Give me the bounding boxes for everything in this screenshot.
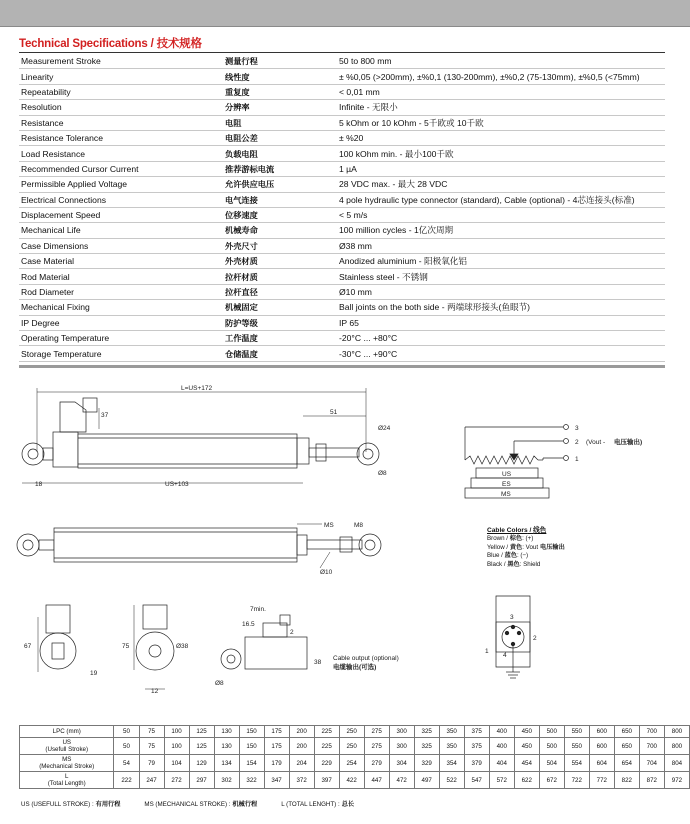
section-title-en: Technical Specifications [19,38,148,50]
spec-table [19,54,665,362]
dim-67: 67 [24,643,32,650]
lpc-cell: 204 [289,755,314,772]
spec-name-cn: 负载电阻 [223,146,337,161]
spec-name-en: Operating Temperature [19,331,223,346]
spec-name-en: Resistance Tolerance [19,130,223,145]
spec-row [19,315,665,330]
side-view-top [22,385,391,488]
spec-row [19,223,665,238]
spec-value: < 5 m/s [337,207,665,222]
lpc-cell: 325 [414,738,439,755]
cable-color-cn: 黄色 [509,543,523,551]
spec-name-en: IP Degree [19,315,223,330]
section-title [19,35,202,51]
lpc-cell: 772 [589,772,614,789]
dim-dia-10: Ø10 [320,569,333,576]
spec-row [19,100,665,115]
lpc-cell: 547 [464,772,489,789]
dim-total-length: L=US+172 [181,385,213,392]
lpc-cell: 325 [414,726,439,738]
spec-name-cn: 重复度 [223,84,337,99]
spec-value: 28 VDC max. - 最大 28 VDC [337,177,665,192]
lpc-cell: 650 [614,738,639,755]
legend-cn: 总长 [341,801,355,808]
cable-color-signal: : (+) [522,535,534,543]
section-title-cn: 技术规格 [156,36,202,50]
schem-us: US [502,471,512,478]
lpc-cell: 175 [264,726,289,738]
lpc-cell: 700 [639,738,664,755]
side-view-bottom [17,522,381,576]
spec-row [19,238,665,253]
lpc-cell: 200 [289,738,314,755]
spec-value: 50 to 800 mm [337,54,665,69]
cable-color-cn: 黑色 [507,560,520,568]
spec-name-cn: 电阻 [223,115,337,130]
cable-color-item: Yellow / 黄色: Vout 电压输出 [487,543,565,551]
cable-color-en: Brown [487,535,505,543]
spec-name-cn: 拉杆直径 [223,284,337,299]
spec-value: Ø38 mm [337,238,665,253]
spec-name-cn: 外壳尺寸 [223,238,337,253]
lpc-cell: 472 [389,772,414,789]
spec-name-en: Mechanical Fixing [19,300,223,315]
spec-name-en: Case Dimensions [19,238,223,253]
lpc-cell: 279 [364,755,389,772]
lpc-cell: 304 [389,755,414,772]
cable-colors [487,527,565,569]
dim-dia-8: Ø8 [378,470,387,477]
lpc-cell: 454 [514,755,539,772]
spec-name-en: Mechanical Life [19,223,223,238]
lpc-cell: 50 [114,726,139,738]
spec-name-en: Storage Temperature [19,346,223,361]
conn-pin-4: 4 [503,652,507,659]
spec-row [19,300,665,315]
lpc-cell: 275 [364,738,389,755]
spec-value: ± %0,05 (>200mm), ±%0,1 (130-200mm), ±%0,2 (75-130mm), ±%0,5 (<75mm) [337,69,665,84]
lpc-cell: 104 [164,755,189,772]
pin-1-label: 1 [575,456,579,463]
lpc-cell: 179 [264,755,289,772]
dim-19: 19 [90,670,98,677]
spec-row [19,161,665,176]
lpc-cell: 175 [264,738,289,755]
spec-row [19,177,665,192]
spec-value: 5 kOhm or 10 kOhm - 5千欧或 10千欧 [337,115,665,130]
lpc-cell: 200 [289,726,314,738]
cable-color-signal: : Vout [522,543,539,551]
lpc-cell: 872 [639,772,664,789]
spec-name-cn: 分辨率 [223,100,337,115]
spec-name-cn: 位移速度 [223,207,337,222]
lpc-cell: 100 [164,726,189,738]
spec-name-cn: 仓储温度 [223,346,337,361]
lpc-cell: 125 [189,726,214,738]
lpc-cell: 75 [139,726,164,738]
lpc-row [20,755,690,772]
spec-value: -30°C ... +90°C [337,346,665,361]
spec-name-en: Rod Diameter [19,284,223,299]
dim-dia-38: Ø38 [176,643,189,650]
dim-12: 12 [151,688,159,695]
lpc-cell: 254 [339,755,364,772]
lpc-row-label: MS (Mechanical Stroke) [20,755,114,772]
spec-row [19,84,665,99]
cable-output-en: Cable output (optional) [333,655,399,662]
pin-2-label: 2 [575,439,579,446]
spec-row [19,69,665,84]
spec-value: 100 kOhm min. - 最小100千欧 [337,146,665,161]
spec-name-cn: 允许供应电压 [223,177,337,192]
legend-en: MS (MECHANICAL STROKE) : [144,801,231,808]
lpc-cell: 447 [364,772,389,789]
lpc-cell: 404 [489,755,514,772]
lpc-cell: 322 [239,772,264,789]
lpc-cell: 375 [464,726,489,738]
lpc-cell: 379 [464,755,489,772]
lpc-cell: 222 [114,772,139,789]
cable-color-signal: : Shield [519,560,541,568]
lpc-cell: 297 [189,772,214,789]
lpc-cell: 450 [514,738,539,755]
cable-color-cn: 棕色 [509,535,523,543]
technical-drawing [0,372,690,722]
lpc-cell: 150 [239,738,264,755]
lpc-cell: 225 [314,738,339,755]
dim-us-103: US+103 [165,481,189,488]
top-banner [0,0,690,27]
section-divider [19,365,665,368]
cable-color-item: Brown / 棕色: (+) [487,535,534,543]
conn-pin-1: 1 [485,648,489,655]
title-underline [19,52,665,53]
dim-75: 75 [122,643,130,650]
spec-row [19,192,665,207]
lpc-cell: 154 [239,755,264,772]
lpc-cell: 500 [539,726,564,738]
lpc-cell: 250 [339,738,364,755]
cable-colors-heading-en: Cable Colors [487,527,528,534]
lpc-row-label: US (Usefull Stroke) [20,738,114,755]
lpc-cell: 250 [339,726,364,738]
spec-name-en: Repeatability [19,84,223,99]
legend-en: US (USEFULL STROKE) : [21,801,94,808]
lpc-row [20,772,690,789]
dim-16-5: 16.5 [242,621,255,628]
schem-es: ES [502,481,511,488]
lpc-cell: 972 [664,772,689,789]
lpc-cell: 275 [364,726,389,738]
spec-name-cn: 防护等级 [223,315,337,330]
dim-2: 2 [290,629,294,636]
cable-color-signal: : (−) [516,552,529,560]
spec-name-en: Measurement Stroke [19,54,223,69]
lpc-cell: 329 [414,755,439,772]
spec-value: Stainless steel - 不锈钢 [337,269,665,284]
legend [21,799,378,808]
lpc-cell: 700 [639,726,664,738]
cable-color-item: Blue / 蓝色: (−) [487,552,529,560]
spec-value: 1 µA [337,161,665,176]
spec-value: IP 65 [337,315,665,330]
lpc-cell: 722 [564,772,589,789]
lpc-cell: 150 [239,726,264,738]
spec-row [19,284,665,299]
cable-colors-heading-cn: 线色 [533,527,547,534]
legend-item [21,801,120,808]
spec-row [19,269,665,284]
lpc-cell: 354 [439,755,464,772]
spec-name-cn: 机械寿命 [223,223,337,238]
lpc-cell: 50 [114,738,139,755]
cable-color-item: Black / 黑色: Shield [487,560,541,568]
spec-name-en: Case Material [19,254,223,269]
spec-name-cn: 拉杆材质 [223,269,337,284]
lpc-cell: 550 [564,726,589,738]
spec-name-en: Permissible Applied Voltage [19,177,223,192]
spec-name-en: Electrical Connections [19,192,223,207]
lpc-cell: 604 [589,755,614,772]
spec-name-en: Rod Material [19,269,223,284]
dim-51: 51 [330,409,338,416]
pin-2-vout: (Vout - [586,439,606,446]
dim-18: 18 [35,481,43,488]
spec-value: Anodized aluminium - 阳极氧化铝 [337,254,665,269]
lpc-cell: 372 [289,772,314,789]
dim-m8: M8 [354,522,364,529]
lpc-cell: 125 [189,738,214,755]
lpc-cell: 600 [589,726,614,738]
spec-row [19,207,665,222]
legend-item [281,801,354,808]
spec-value: < 0,01 mm [337,84,665,99]
lpc-cell: 350 [439,726,464,738]
cable-color-en: Blue [487,552,500,560]
schematic [465,425,642,499]
lpc-cell: 302 [214,772,239,789]
spec-value: Infinite - 无限小 [337,100,665,115]
lpc-cell: 704 [639,755,664,772]
spec-value: 100 million cycles - 1亿次周期 [337,223,665,238]
lpc-cell: 400 [489,726,514,738]
spec-name-en: Resistance [19,115,223,130]
lpc-table [19,725,690,789]
lpc-cell: 500 [539,738,564,755]
dim-37: 37 [101,412,109,419]
pin-3-label: 3 [575,425,579,432]
legend-en: L (TOTAL LENGHT) : [281,801,340,808]
lpc-cell: 622 [514,772,539,789]
lpc-cell: 100 [164,738,189,755]
lpc-cell: 225 [314,726,339,738]
lpc-cell: 800 [664,738,689,755]
lpc-cell: 130 [214,738,239,755]
spec-name-en: Linearity [19,69,223,84]
lpc-cell: 300 [389,738,414,755]
lpc-cell: 134 [214,755,239,772]
spec-name-en: Resolution [19,100,223,115]
spec-name-en: Recommended Cursor Current [19,161,223,176]
lpc-row-label: LPC (mm) [20,726,114,738]
lpc-cell: 804 [664,755,689,772]
spec-name-cn: 线性度 [223,69,337,84]
lpc-cell: 672 [539,772,564,789]
lpc-cell: 554 [564,755,589,772]
conn-pin-3: 3 [510,614,514,621]
lpc-cell: 272 [164,772,189,789]
lpc-cell: 397 [314,772,339,789]
schem-ms: MS [501,491,511,498]
spec-name-cn: 推荐游标电流 [223,161,337,176]
legend-cn: 有用行程 [95,801,121,808]
spec-row [19,331,665,346]
spec-name-cn: 测量行程 [223,54,337,69]
lpc-cell: 375 [464,738,489,755]
lpc-cell: 300 [389,726,414,738]
lpc-cell: 550 [564,738,589,755]
lpc-cell: 79 [139,755,164,772]
conn-pin-2: 2 [533,635,537,642]
spec-row [19,146,665,161]
spec-row [19,254,665,269]
spec-value: ± %20 [337,130,665,145]
dim-ms: MS [324,522,334,529]
spec-name-cn: 电气连接 [223,192,337,207]
spec-name-cn: 电阻公差 [223,130,337,145]
lpc-cell: 450 [514,726,539,738]
spec-row [19,115,665,130]
cable-color-en: Yellow [487,543,505,551]
spec-name-en: Load Resistance [19,146,223,161]
spec-value: Ø10 mm [337,284,665,299]
lpc-cell: 800 [664,726,689,738]
spec-value: Ball joints on the both side - 两端球形接头(鱼眼节) [337,300,665,315]
lpc-row-label: L (Total Length) [20,772,114,789]
lpc-cell: 54 [114,755,139,772]
dim-dia-24: Ø24 [378,425,391,432]
spec-name-cn: 机械固定 [223,300,337,315]
spec-name-cn: 工作温度 [223,331,337,346]
lpc-cell: 650 [614,726,639,738]
spec-row [19,346,665,361]
lpc-cell: 422 [339,772,364,789]
lpc-cell: 600 [589,738,614,755]
lpc-cell: 654 [614,755,639,772]
lpc-cell: 504 [539,755,564,772]
section-title-sep: / [150,38,154,50]
lpc-cell: 522 [439,772,464,789]
lpc-cell: 229 [314,755,339,772]
lpc-cell: 822 [614,772,639,789]
spec-name-en: Displacement Speed [19,207,223,222]
lpc-cell: 75 [139,738,164,755]
lpc-cell: 400 [489,738,514,755]
cable-output-cn: 电缆输出(可选) [333,664,377,671]
spec-row [19,130,665,145]
legend-cn: 机械行程 [232,801,258,808]
spec-name-cn: 外壳材质 [223,254,337,269]
lpc-row [20,738,690,755]
lpc-cell: 572 [489,772,514,789]
spec-value: -20°C ... +80°C [337,331,665,346]
lpc-cell: 347 [264,772,289,789]
lpc-cell: 497 [414,772,439,789]
lpc-cell: 350 [439,738,464,755]
dim-38: 38 [314,659,322,666]
cable-color-signal-cn: 电压输出 [540,543,565,551]
cable-color-cn: 蓝色 [504,552,517,560]
cable-colors-heading: Cable Colors / 线色 [487,527,547,534]
spec-value: 4 pole hydraulic type connector (standard), Cable (optional) - 4芯连接头(标准) [337,192,665,207]
lpc-cell: 130 [214,726,239,738]
legend-item [144,801,257,808]
dim-7min: 7min. [250,606,266,613]
spec-row [19,54,665,69]
dim-dia-8b: Ø8 [215,680,224,687]
lpc-row [20,726,690,738]
pin-2-cn: 电压输出) [614,439,643,446]
lpc-cell: 247 [139,772,164,789]
cable-color-en: Black [487,560,503,568]
end-views [24,596,537,695]
lpc-cell: 129 [189,755,214,772]
